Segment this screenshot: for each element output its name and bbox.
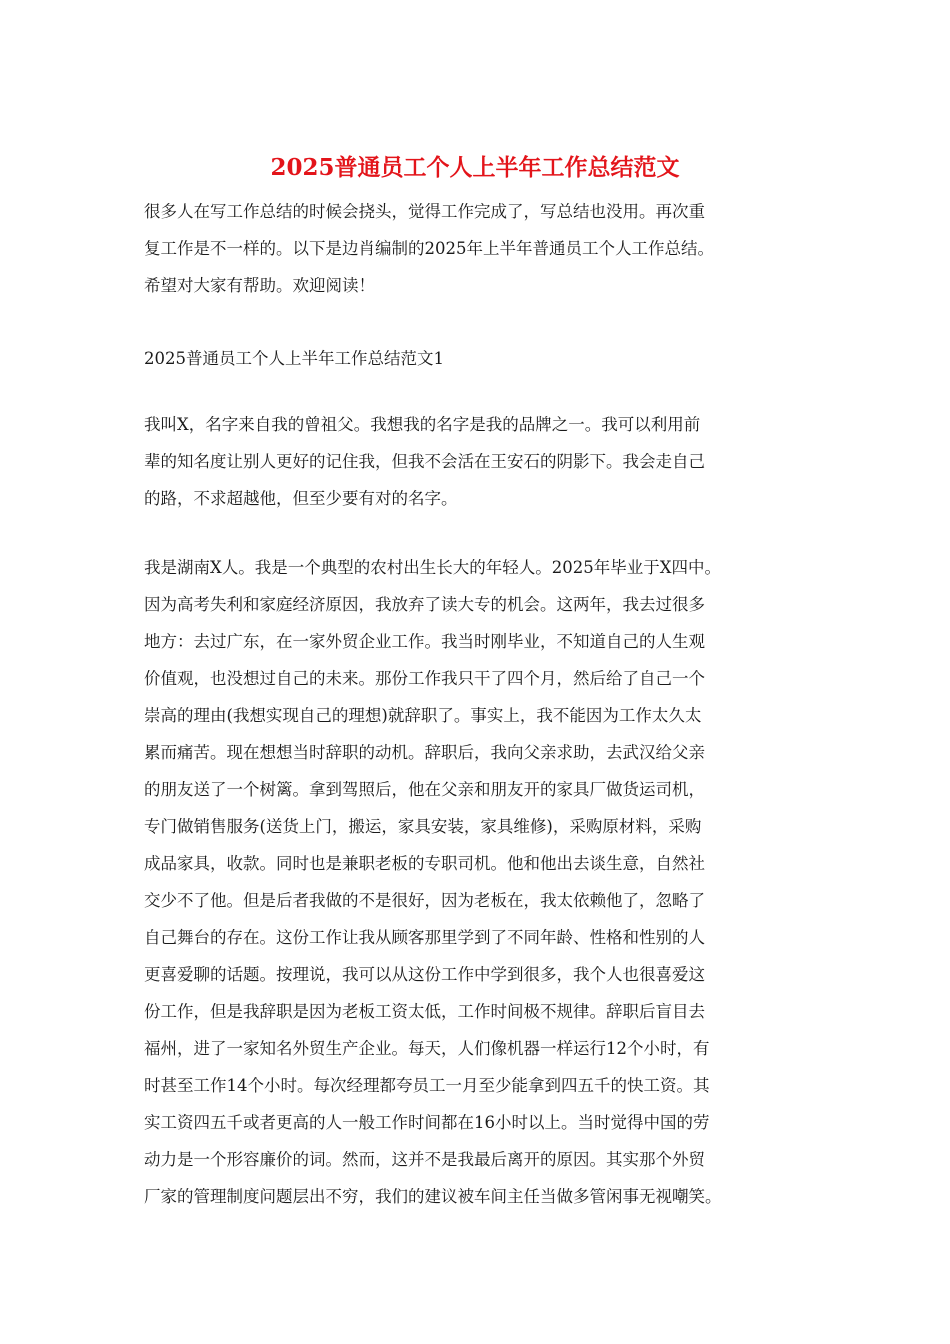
text-line: 更喜爱聊的话题。按理说，我可以从这份工作中学到很多，我个人也很喜爱这	[144, 965, 705, 984]
text-line: 因为高考失利和家庭经济原因，我放弃了读大专的机会。这两年，我去过很多	[144, 595, 705, 614]
intro-paragraph	[144, 193, 812, 304]
text-line: 实工资四五千或者更高的人一般工作时间都在16小时以上。当时觉得中国的劳	[144, 1113, 710, 1132]
text-line: 动力是一个形容廉价的词。然而，这并不是我最后离开的原因。其实那个外贸	[144, 1150, 705, 1169]
text-line: 地方：去过广东，在一家外贸企业工作。我当时刚毕业，不知道自己的人生观	[144, 632, 705, 651]
text-line: 希望对大家有帮助。欢迎阅读！	[144, 276, 375, 295]
text-line: 我是湖南X人。我是一个典型的农村出生长大的年轻人。2025年毕业于X四中。	[144, 558, 721, 577]
text-line: 份工作，但是我辞职是因为老板工资太低，工作时间极不规律。辞职后盲目去	[144, 1002, 705, 1021]
section-heading-text: 2025普通员工个人上半年工作总结范文1	[144, 349, 444, 368]
text-line: 时甚至工作14个小时。每次经理都夸员工一月至少能拿到四五千的快工资。其	[144, 1076, 710, 1095]
paragraph-2	[144, 549, 812, 1215]
text-line: 累而痛苦。现在想想当时辞职的动机。辞职后，我向父亲求助，去武汉给父亲	[144, 743, 705, 762]
text-line: 很多人在写工作总结的时候会挠头，觉得工作完成了，写总结也没用。再次重	[144, 202, 705, 221]
text-line: 复工作是不一样的。以下是边肖编制的2025年上半年普通员工个人工作总结。	[144, 239, 714, 258]
text-line: 自己舞台的存在。这份工作让我从顾客那里学到了不同年龄、性格和性别的人	[144, 928, 705, 947]
text-line: 交少不了他。但是后者我做的不是很好，因为老板在，我太依赖他了，忽略了	[144, 891, 705, 910]
text-line: 专门做销售服务(送货上门，搬运，家具安装，家具维修)，采购原材料，采购	[144, 817, 702, 836]
text-line: 的朋友送了一个树篱。拿到驾照后，他在父亲和朋友开的家具厂做货运司机，	[144, 780, 705, 799]
text-line: 厂家的管理制度问题层出不穷，我们的建议被车间主任当做多管闲事无视嘲笑。	[144, 1187, 722, 1206]
text-line: 的路，不求超越他，但至少要有对的名字。	[144, 489, 458, 508]
text-line: 福州，进了一家知名外贸生产企业。每天，人们像机器一样运行12个小时，有	[144, 1039, 710, 1058]
text-line: 价值观，也没想过自己的未来。那份工作我只干了四个月，然后给了自己一个	[144, 669, 705, 688]
text-line: 成品家具，收款。同时也是兼职老板的专职司机。他和他出去谈生意，自然社	[144, 854, 705, 873]
text-line: 辈的知名度让别人更好的记住我，但我不会活在王安石的阴影下。我会走自己	[144, 452, 705, 471]
text-line: 崇高的理由(我想实现自己的理想)就辞职了。事实上，我不能因为工作太久太	[144, 706, 702, 725]
paragraph-1	[144, 406, 812, 517]
document-title: 2025普通员工个人上半年工作总结范文	[270, 154, 680, 181]
section-heading	[144, 340, 812, 377]
text-line: 我叫X，名字来自我的曾祖父。我想我的名字是我的品牌之一。我可以利用前	[144, 415, 701, 434]
